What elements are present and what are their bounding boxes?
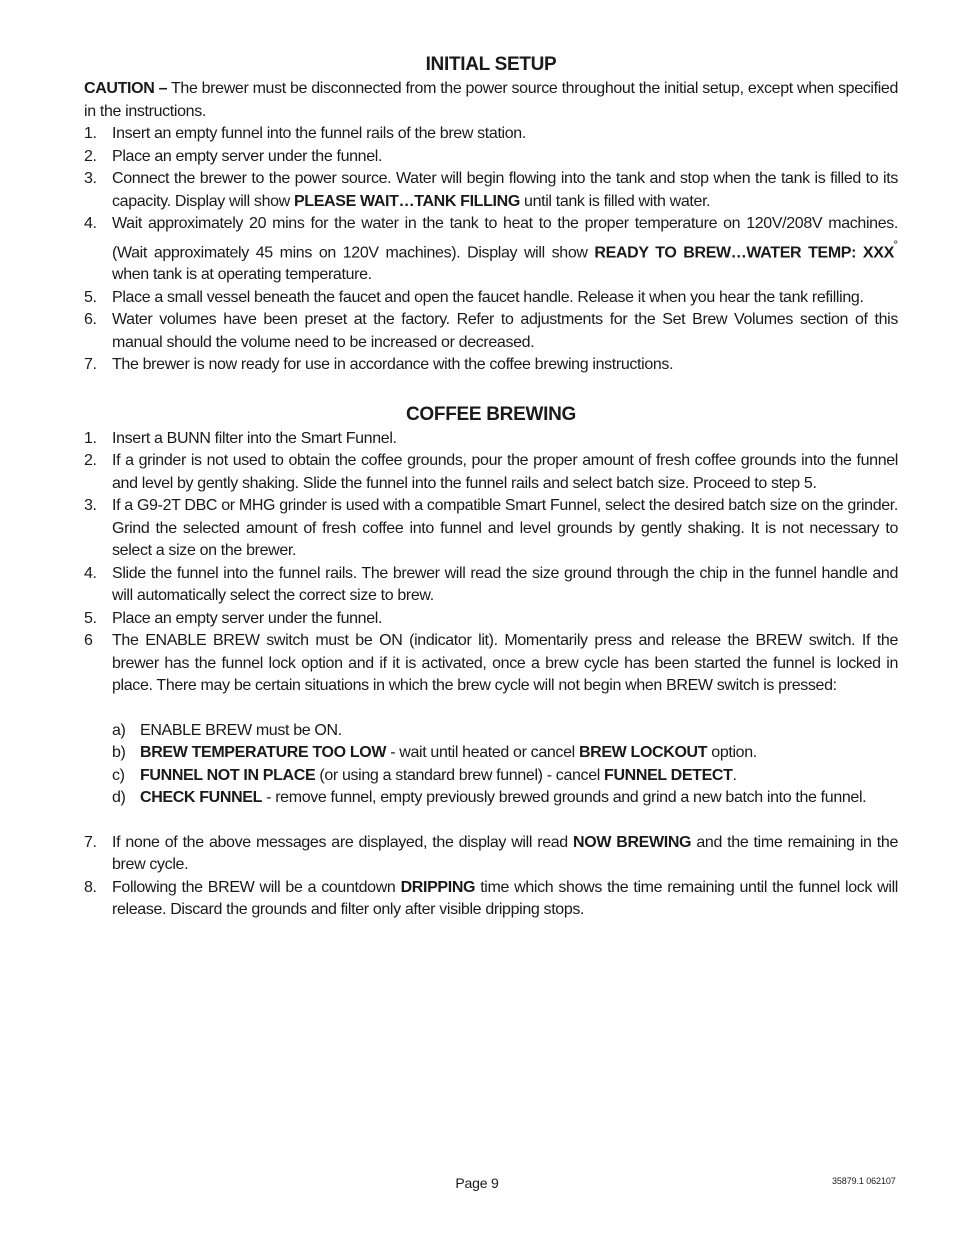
initial-setup-heading: INITIAL SETUP — [425, 54, 557, 75]
sub-text: - wait until heated or cancel — [386, 744, 579, 762]
display-message: CHECK FUNNEL — [140, 789, 263, 807]
option-name: FUNNEL DETECT — [604, 766, 733, 784]
setup-step-2 — [84, 146, 898, 169]
step-text: Water volumes have been preset at the factory. Refer to adjustments for the Set Brew Volumes section of this manual should the volume need to be increased or decreased. — [112, 311, 898, 351]
condition-d — [84, 787, 898, 810]
step-text: Place a small vessel beneath the faucet and open the faucet handle. Release it when you hear the tank refilling. — [112, 288, 864, 306]
brew-step-3 — [84, 495, 898, 563]
step-number: 6. — [84, 311, 97, 329]
step-number: 2. — [84, 147, 97, 165]
sub-text: option. — [707, 744, 757, 762]
step-number: 4. — [84, 564, 97, 582]
step-text: when tank is at operating temperature. — [112, 266, 372, 284]
sub-letter: d) — [112, 789, 126, 807]
caution-text: The brewer must be disconnected from the power source throughout the initial setup, except when specified in the instructions. — [84, 80, 898, 120]
sub-letter: b) — [112, 744, 126, 762]
sub-text: (or using a standard brew funnel) - cancel — [315, 766, 605, 784]
step-number: 2. — [84, 452, 97, 470]
step-number: 7. — [84, 833, 97, 851]
step-number: 5. — [84, 288, 97, 306]
coffee-brewing-heading: COFFEE BREWING — [406, 403, 576, 425]
setup-step-6 — [84, 309, 898, 354]
display-message: DRIPPING — [400, 878, 476, 896]
sub-letter: a) — [112, 721, 126, 739]
brew-step-1 — [84, 428, 898, 451]
step-text: If a grinder is not used to obtain the coffee grounds, pour the proper amount of fresh coffee grounds into the funnel and level by gently shaking. Slide the funnel into the funnel rails and select batch size. Proceed to step 5. — [112, 452, 898, 492]
display-message: READY TO BREW…WATER TEMP: XXX — [594, 243, 894, 261]
step-number: 3. — [84, 497, 97, 515]
brew-step-4 — [84, 563, 898, 608]
option-name: BREW LOCKOUT — [578, 744, 708, 762]
brew-step-8 — [84, 877, 898, 922]
setup-step-4 — [84, 213, 898, 287]
step-text: The ENABLE BREW switch must be ON (indicator lit). Momentarily press and release the BREW switch. If the brewer has the funnel lock option and if it is activated, once a brew cycle has been started the funnel is locked in place. There may be certain situations in which the brew cycle will not begin when BREW switch is pressed: — [112, 632, 898, 695]
condition-a — [84, 720, 898, 743]
document-code: 35879.1 062107 — [832, 1176, 896, 1186]
step-number: 7. — [84, 356, 97, 374]
page-number: Page 9 — [455, 1175, 499, 1191]
setup-step-7 — [84, 354, 898, 377]
step-text: If none of the above messages are displayed, the display will read — [112, 833, 574, 851]
step-number: 1. — [84, 429, 97, 447]
list-spacer — [84, 810, 898, 832]
brew-step-6 — [84, 630, 898, 698]
step-text: If a G9-2T DBC or MHG grinder is used with a compatible Smart Funnel, select the desired batch size on the grinder. Grind the selected amount of fresh coffee into funnel and level grounds by gently shaking. It is not necessary to select a size on the brewer. — [112, 497, 898, 560]
display-message: BREW TEMPERATURE TOO LOW — [140, 744, 387, 762]
section-spacer — [84, 377, 898, 402]
step-text: Wait approximately 20 mins for the water in the tank to heat to the proper temperature on 120V/208V machines. (Wait approximately 45 mins on 120V machines). Display will show — [112, 215, 898, 261]
step-number: 5. — [84, 609, 97, 627]
sub-text: . — [732, 766, 737, 784]
step-number: 3. — [84, 170, 97, 187]
sub-letter: c) — [112, 766, 125, 784]
step-text: Insert a BUNN filter into the Smart Funnel. — [112, 429, 397, 447]
caution-paragraph — [84, 78, 898, 123]
step-text: Place an empty server under the funnel. — [112, 609, 383, 627]
brew-step-2 — [84, 450, 898, 495]
setup-step-3 — [84, 168, 898, 213]
setup-step-5 — [84, 287, 898, 310]
condition-c — [84, 765, 898, 788]
display-message: PLEASE WAIT…TANK FILLING — [293, 192, 520, 210]
step-number: 4. — [84, 215, 97, 232]
step-text: The brewer is now ready for use in accordance with the coffee brewing instructions. — [112, 356, 674, 374]
sub-text: ENABLE BREW must be ON. — [140, 721, 342, 739]
step-text: time which shows the time remaining until the funnel lock will release. Discard the grounds and filter only after visible dripping stops. — [112, 878, 898, 919]
step-text: Connect the brewer to the power source. Water will begin flowing into the tank and stop when the tank is filled to its capacity. Display will show — [112, 170, 898, 210]
step-text: Following the BREW will be a countdown — [112, 878, 401, 896]
display-message: FUNNEL NOT IN PLACE — [140, 766, 316, 784]
brew-step-5 — [84, 608, 898, 631]
sub-text: - remove funnel, empty previously brewed grounds and grind a new batch into the funnel. — [262, 789, 867, 807]
caution-label: CAUTION – — [84, 80, 168, 97]
step-text: until tank is filled with water. — [519, 192, 711, 210]
list-spacer — [84, 698, 898, 720]
condition-b — [84, 742, 898, 765]
brew-step-7 — [84, 832, 898, 877]
degree-symbol: ˚ — [893, 238, 898, 254]
step-text: Slide the funnel into the funnel rails. The brewer will read the size ground through the chip in the funnel handle and will automatically select the correct size to brew. — [112, 564, 898, 605]
page-content — [84, 52, 898, 922]
step-number: 6 — [84, 632, 93, 650]
step-number: 1. — [84, 125, 97, 142]
step-text: Insert an empty funnel into the funnel rails of the brew station. — [112, 125, 526, 142]
step-number: 8. — [84, 878, 97, 896]
setup-step-1 — [84, 123, 898, 146]
step-text: Place an empty server under the funnel. — [112, 147, 383, 165]
display-message: NOW BREWING — [573, 833, 692, 851]
step-text: and the time remaining in the brew cycle. — [112, 833, 898, 874]
